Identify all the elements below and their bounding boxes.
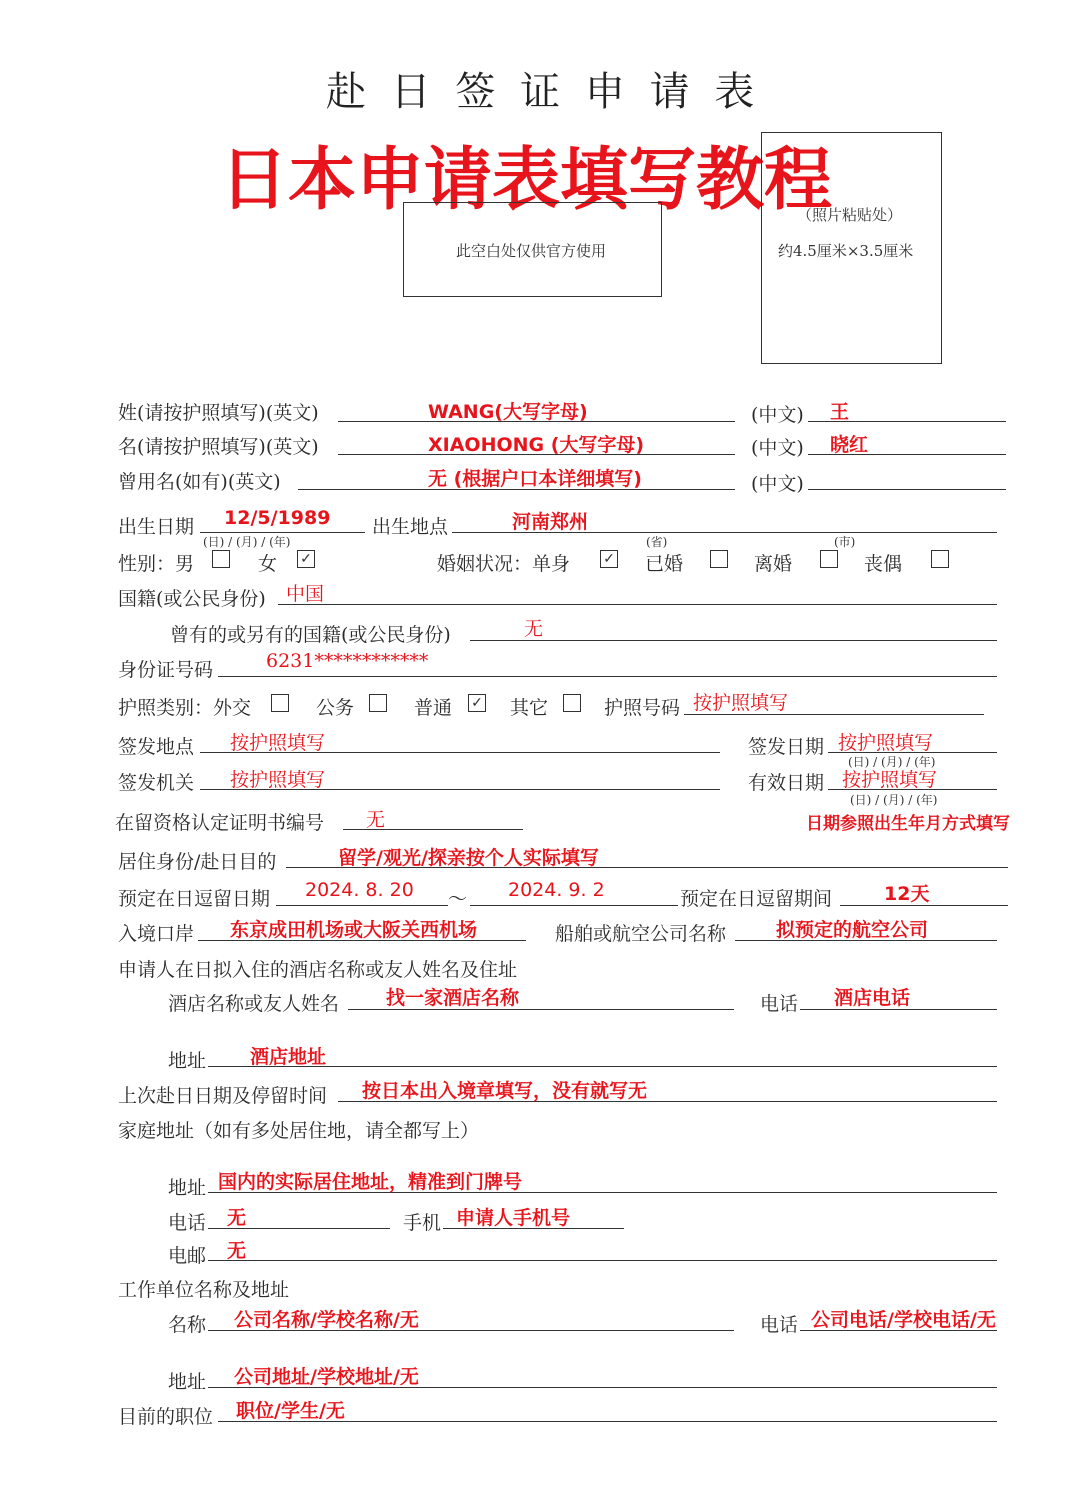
- work-name-value[interactable]: 公司名称/学校名称/无: [234, 1309, 419, 1331]
- home-phone-value[interactable]: 无: [227, 1207, 247, 1229]
- coe-value[interactable]: 无: [366, 809, 386, 831]
- stay-from-line[interactable]: [276, 905, 448, 906]
- issue-date-hint: (日) / (月) / (年): [848, 755, 936, 769]
- single-checkbox[interactable]: ✓: [600, 550, 618, 568]
- surname-en-value[interactable]: WANG(大写字母): [428, 401, 588, 423]
- port-label: 入境口岸: [118, 923, 195, 945]
- id-value[interactable]: 6231************: [266, 650, 429, 672]
- port-value[interactable]: 东京成田机场或大阪关西机场: [230, 919, 478, 941]
- pob-label: 出生地点: [372, 516, 449, 538]
- official-checkbox[interactable]: [369, 694, 387, 712]
- married-checkbox[interactable]: [710, 550, 728, 568]
- work-section-label: 工作单位名称及地址: [118, 1279, 290, 1301]
- official-use-label: 此空白处仅供官方使用: [456, 242, 607, 260]
- nationality-line[interactable]: [278, 604, 997, 605]
- expiry-label: 有效日期: [748, 772, 825, 794]
- airline-label: 船舶或航空公司名称: [555, 923, 727, 945]
- hotel-addr-line[interactable]: [208, 1066, 997, 1067]
- email-label: 电邮: [168, 1245, 207, 1267]
- mobile-value[interactable]: 申请人手机号: [456, 1207, 571, 1229]
- surname-cn-value[interactable]: 王: [830, 401, 850, 423]
- divorced-label: 离婚: [754, 553, 793, 575]
- expiry-hint: (日) / (月) / (年): [850, 793, 938, 807]
- dob-hint: (日) / (月) / (年): [203, 535, 291, 549]
- issue-place-label: 签发地点: [118, 736, 195, 758]
- issue-date-label: 签发日期: [748, 736, 825, 758]
- coe-label: 在留资格认定证明书编号: [115, 812, 325, 834]
- dob-value[interactable]: 12/5/1989: [224, 507, 331, 529]
- email-line[interactable]: [208, 1260, 997, 1261]
- stay-tilde: ～: [448, 888, 468, 910]
- work-addr-label: 地址: [168, 1371, 207, 1393]
- last-visit-value[interactable]: 按日本出入境章填写，没有就写无: [362, 1080, 648, 1102]
- date-note: 日期参照出生年月方式填写: [806, 814, 1010, 834]
- airline-value[interactable]: 拟预定的航空公司: [776, 919, 929, 941]
- form-title: 赴 日 签 证 申 请 表: [326, 69, 761, 115]
- position-value[interactable]: 职位/学生/无: [236, 1400, 345, 1422]
- male-checkbox[interactable]: [212, 550, 230, 568]
- female-checkbox[interactable]: ✓: [297, 550, 315, 568]
- official-label: 公务: [316, 697, 355, 719]
- given-cn-value[interactable]: 晓红: [830, 434, 869, 456]
- stay-to-value[interactable]: 2024. 9. 2: [508, 879, 605, 901]
- nationality-value[interactable]: 中国: [286, 583, 325, 605]
- diplomatic-checkbox[interactable]: [271, 694, 289, 712]
- stay-len-label: 预定在日逗留期间: [680, 888, 833, 910]
- photo-size: 约4.5厘米×3.5厘米: [778, 242, 914, 260]
- mobile-label: 手机: [403, 1212, 442, 1234]
- banner-title: 日本申请表填写教程: [220, 141, 833, 220]
- hotel-phone-value[interactable]: 酒店电话: [834, 987, 911, 1009]
- purpose-value[interactable]: 留学/观光/探亲按个人实际填写: [338, 847, 599, 869]
- passport-no-value[interactable]: 按护照填写: [693, 692, 789, 714]
- work-addr-value[interactable]: 公司地址/学校地址/无: [234, 1366, 419, 1388]
- email-value[interactable]: 无: [227, 1240, 247, 1262]
- work-phone-value[interactable]: 公司电话/学校电话/无: [811, 1309, 996, 1331]
- home-phone-label: 电话: [168, 1212, 207, 1234]
- given-cn-label: (中文): [751, 437, 804, 459]
- stay-to-line[interactable]: [470, 905, 678, 906]
- last-visit-label: 上次赴日日期及停留时间: [118, 1085, 328, 1107]
- authority-value[interactable]: 按护照填写: [230, 769, 326, 791]
- former-en-value[interactable]: 无 (根据户口本详细填写): [428, 468, 642, 490]
- passport-no-label: 护照号码: [604, 697, 681, 719]
- work-name-label: 名称: [168, 1314, 207, 1336]
- marital-label: 婚姻状况：单身: [437, 553, 571, 575]
- ordinary-label: 普通: [414, 697, 453, 719]
- stay-len-value[interactable]: 12天: [884, 883, 930, 905]
- widowed-label: 丧偶: [864, 553, 903, 575]
- photo-label: （照片粘贴处）: [797, 206, 903, 224]
- widowed-checkbox[interactable]: [931, 550, 949, 568]
- home-addr-label: 地址: [168, 1177, 207, 1199]
- other-type-checkbox[interactable]: [563, 694, 581, 712]
- other-nat-label: 曾有的或另有的国籍(或公民身份): [170, 624, 451, 646]
- sex-label: 性别：男: [118, 553, 195, 575]
- nationality-label: 国籍(或公民身份): [118, 588, 266, 610]
- stay-date-label: 预定在日逗留日期: [118, 888, 271, 910]
- hotel-addr-value[interactable]: 酒店地址: [250, 1046, 327, 1068]
- former-label: 曾用名(如有)(英文): [118, 471, 281, 493]
- other-type-label: 其它: [510, 697, 549, 719]
- work-phone-label: 电话: [760, 1314, 799, 1336]
- purpose-label: 居住身份/赴日目的: [118, 851, 277, 873]
- married-label: 已婚: [645, 553, 684, 575]
- divorced-checkbox[interactable]: [820, 550, 838, 568]
- hotel-phone-label: 电话: [760, 993, 799, 1015]
- other-nat-line[interactable]: [470, 640, 997, 641]
- given-label: 名(请按护照填写)(英文): [118, 436, 319, 458]
- ordinary-checkbox[interactable]: ✓: [468, 694, 486, 712]
- home-addr-value[interactable]: 国内的实际居住地址，精准到门牌号: [218, 1171, 523, 1193]
- former-cn-label: (中文): [751, 473, 804, 495]
- former-cn-line[interactable]: [808, 489, 1006, 490]
- surname-cn-label: (中文): [751, 404, 804, 426]
- position-label: 目前的职位: [118, 1406, 214, 1428]
- expiry-value[interactable]: 按护照填写: [842, 769, 938, 791]
- given-en-value[interactable]: XIAOHONG (大写字母): [428, 434, 645, 456]
- surname-label: 姓(请按护照填写)(英文): [118, 402, 319, 424]
- dob-label: 出生日期: [118, 516, 195, 538]
- issue-date-value[interactable]: 按护照填写: [838, 732, 934, 754]
- passport-type-label: 护照类别：外交: [118, 697, 252, 719]
- issue-place-value[interactable]: 按护照填写: [230, 732, 326, 754]
- id-line[interactable]: [218, 676, 997, 677]
- hotel-addr-label: 地址: [168, 1050, 207, 1072]
- id-label: 身份证号码: [118, 659, 214, 681]
- female-label: 女: [258, 553, 278, 575]
- city-hint: (市): [834, 535, 856, 549]
- province-hint: (省): [646, 535, 668, 549]
- authority-label: 签发机关: [118, 772, 195, 794]
- hotel-name-label: 酒店名称或友人姓名: [168, 993, 340, 1015]
- pob-value[interactable]: 河南郑州: [512, 511, 589, 533]
- other-nat-value[interactable]: 无: [524, 618, 544, 640]
- home-section-label: 家庭地址（如有多处居住地，请全都写上）: [118, 1120, 480, 1142]
- stay-from-value[interactable]: 2024. 8. 20: [305, 879, 414, 901]
- hotel-section-label: 申请人在日拟入住的酒店名称或友人姓名及住址: [118, 959, 518, 981]
- hotel-name-value[interactable]: 找一家酒店名称: [386, 987, 520, 1009]
